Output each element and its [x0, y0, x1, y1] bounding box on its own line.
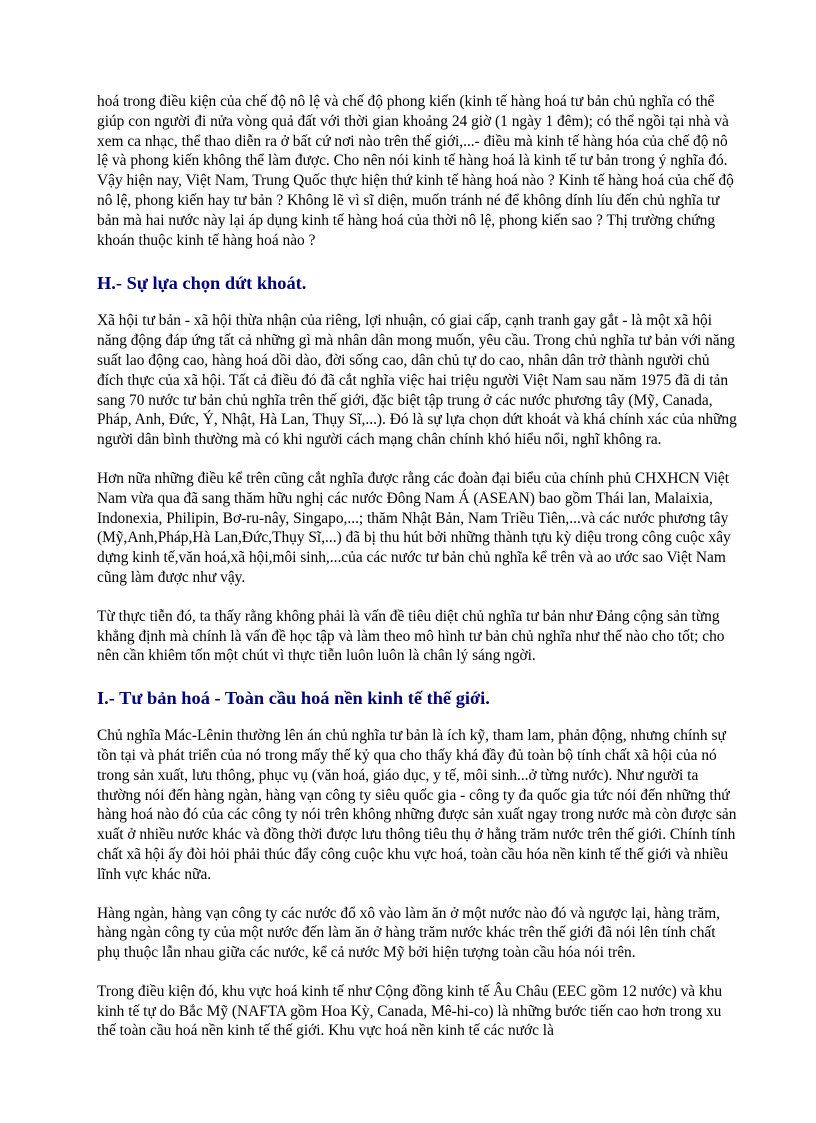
paragraph: Trong điều kiện đó, khu vực hoá kinh tế như Cộng đồng kinh tế Âu Châu (EEC gồm 12 nước) và khu kinh tế tự do Bắc Mỹ (NAFTA gồm Hoa Kỳ, Canada, Mê-hi-co) là những bước tiến cao hơn trong xu thế toàn cầu hoá nền kinh tế thế giới. Khu vực hoá nền kinh tế các nước là — [97, 982, 723, 1040]
paragraph: Xã hội tư bản - xã hội thừa nhận của riêng, lợi nhuận, có giai cấp, cạnh tranh gay gắt - là một xã hội năng động đáp ứng tất cả những gì mà nhân dân mong muốn, yêu cầu. Trong chủ nghĩa tư bản với năng suất lao động cao, hàng hoá dồi dào, đời sống cao, dân chủ tự do cao, nhân dân trở thành người chủ đích thực của xã hội. Tất cả điều đó đã cắt nghĩa việc hai triệu người Việt Nam sau năm 1975 đã di tản sang 70 nước tư bản chủ nghĩa trên thế giới, đặc biệt tập trung ở các nước phương tây (Mỹ, Canada, Pháp, Anh, Đức, Ý, Nhật, Hà Lan, Thụy Sĩ,...). Đó là sự lựa chọn dứt khoát và khá chính xác của những người dân bình thường mà có khi người cách mạng chân chính khó hiểu nổi, nghĩ không ra. — [97, 312, 737, 449]
section-heading-h: H.- Sự lựa chọn dứt khoát. — [97, 273, 307, 294]
paragraph: Hơn nữa những điều kể trên cũng cắt nghĩa được rằng các đoàn đại biểu của chính phủ CHXHCN Việt Nam vừa qua đã sang thăm hữu nghị các nước Đông Nam Á (ASEAN) bao gồm Thái lan, Malaixia, Indonexia, Philipin, Bơ-ru-nây, Singapo,...; thăm Nhật Bản, Nam Triều Tiên,...và các nước phương tây (Mỹ,Anh,Pháp,Hà Lan,Đức,Thụy Sĩ,...) đã bị thu hút bởi những thành tựu kỳ diệu trong công cuộc xây dựng kinh tế,văn hoá,xã hội,môi sinh,...của các nước tư bản chủ nghĩa kể trên và ao ước sao Việt Nam cũng làm được như vậy. — [97, 469, 731, 586]
section-heading-i: I.- Tư bản hoá - Toàn cầu hoá nền kinh tế thế giới. — [97, 688, 490, 709]
paragraph: Từ thực tiễn đó, ta thấy rằng không phải là vấn đề tiêu diệt chủ nghĩa tư bản như Đảng cộng sản từng khẳng định mà chính là vấn đề học tập và làm theo mô hình tư bản chủ nghĩa như thế nào cho tốt; cho nên cần khiêm tốn một chút vì thực tiễn luôn luôn là chân lý sáng ngời. — [97, 607, 725, 665]
paragraph-continued: hoá trong điều kiện của chế độ nô lệ và chế độ phong kiến (kinh tế hàng hoá tư bản chủ nghĩa có thể giúp con người đi nửa vòng quả đất với thời gian khoảng 24 giờ (1 ngày 1 đêm); có thể ngồi tại nhà và xem ca nhạc, thể thao diễn ra ở bất cứ nơi nào trên thế giới,...- điều mà kinh tế hàng hóa của chế độ nô lệ và phong kiến không thể làm được. Cho nên nói kinh tế hàng hoá là kinh tế tư bản trong ý nghĩa đó. Vậy hiện nay, Việt Nam, Trung Quốc thực hiện thứ kinh tế hàng hoá nào ? Kinh tế hàng hoá của chế độ nô lệ, phong kiến hay tư bản ? Không lẽ vì sĩ diện, muốn tránh né để không dính líu đến chủ nghĩa tư bản mà hai nước này lại áp dụng kinh tế hàng hoá của thời nô lệ, phong kiến sao ? Thị trường chứng khoán thuộc kinh tế hàng hoá nào ? — [97, 93, 734, 249]
paragraph: Hàng ngàn, hàng vạn công ty các nước đổ xô vào làm ăn ở một nước nào đó và ngược lại, hàng trăm, hàng ngàn công ty của một nước đến làm ăn ở hàng trăm nước khác trên thế giới đã nói lên tính chất phụ thuộc lẫn nhau giữa các nước, kể cả nước Mỹ bởi hiện tượng toàn cầu hóa nói trên. — [97, 904, 721, 962]
document-page — [97, 92, 737, 1060]
paragraph: Chủ nghĩa Mác-Lênin thường lên án chủ nghĩa tư bản là ích kỹ, tham lam, phản động, nhưng chính sự tồn tại và phát triển của nó trong mấy thế kỷ qua cho thấy khá đầy đủ toàn bộ tính chất xã hội của nó trong sản xuất, lưu thông, phục vụ (văn hoá, giáo dục, y tế, môi sinh...ở từng nước). Như người ta thường nói đến hàng ngàn, hàng vạn công ty siêu quốc gia - công ty đa quốc gia tức nói đến những thứ hàng hoá nào đó của các công ty nói trên không những được sản xuất ngay trong nước mà còn được sản xuất ở nhiều nước khác và đồng thời được lưu thông tiêu thụ ở hằng trăm nước trên thế giới. Chính tính chất xã hội ấy đòi hỏi phải thúc đẩy công cuộc khu vực hoá, toàn cầu hóa nền kinh tế thế giới và nhiều lĩnh vực khác nữa. — [97, 727, 737, 883]
